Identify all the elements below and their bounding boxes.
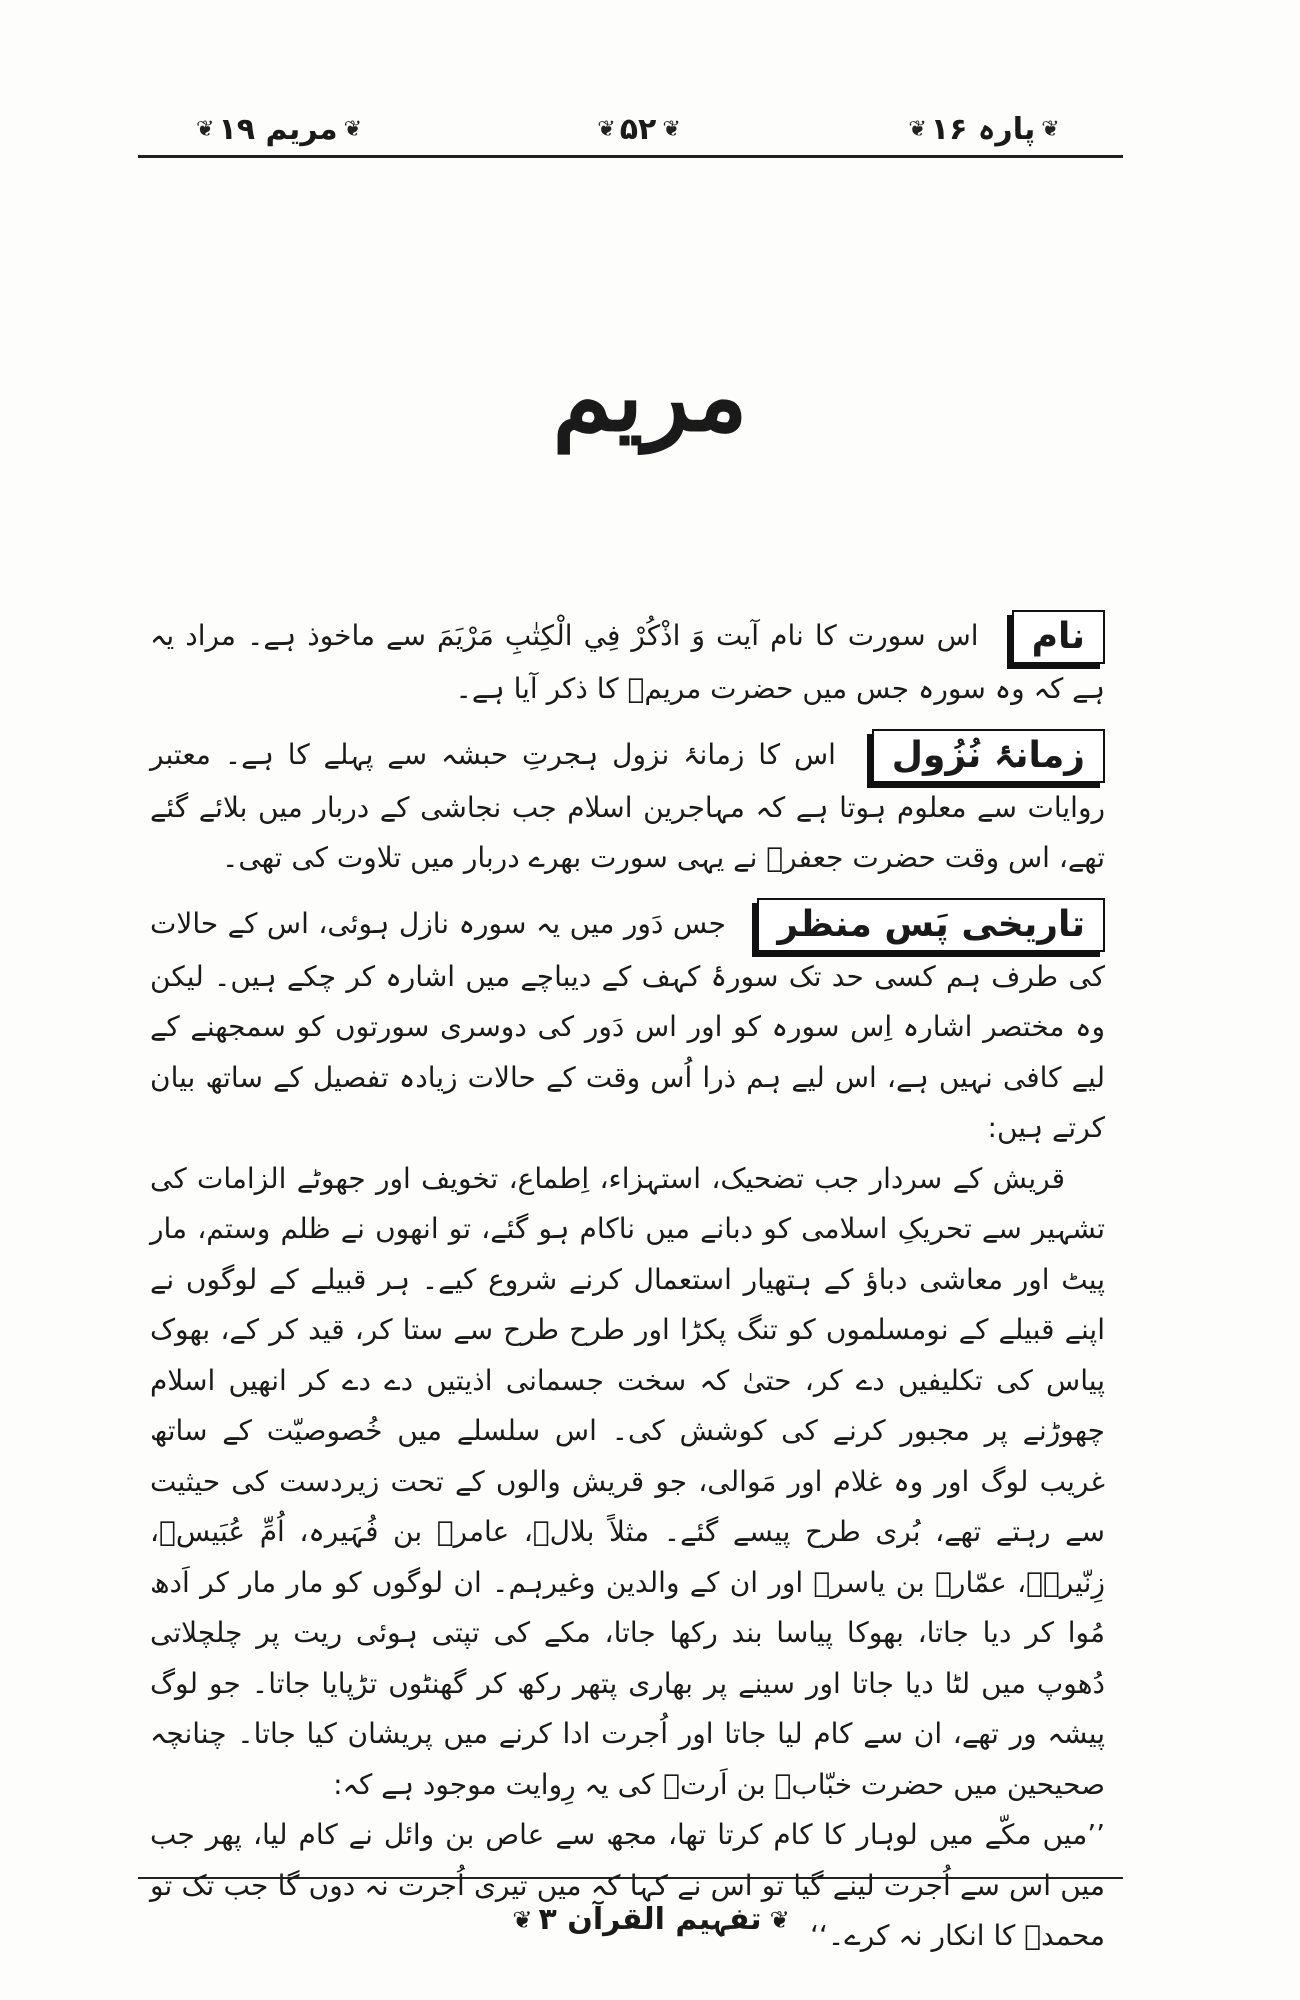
page-header bbox=[138, 95, 1123, 165]
footer-divider bbox=[138, 1877, 1123, 1879]
section-revelation-period bbox=[150, 729, 1105, 884]
para-number: پارہ ۱۶ bbox=[930, 111, 1036, 147]
flourish-icon: ❦ bbox=[597, 116, 614, 142]
page-number: ۵۲ bbox=[619, 111, 657, 147]
surah-number: مریم ۱۹ bbox=[218, 111, 338, 147]
body-paragraph: قریش کے سردار جب تضحیک، استہزاء، اِطماع، تخویف اور جھوٹے الزامات کی تشہیر سے تحریکِ اسلامی کو دبانے میں ناکام ہو گئے، تو انھوں نے ظلم وستم، مار پیٹ اور معاشی دباؤ کے ہتھیار استعمال کرنے شروع کیے۔ ہر قبیلے کے لوگوں نے اپنے قبیلے کے نومسلموں کو تنگ پکڑا اور طرح طرح سے ستا کر، قید کر کے، بھوک پیاس کی تکلیفیں دے کر، حتیٰ کہ سخت جسمانی اذیتیں دے دے کر انھیں اسلام چھوڑنے پر مجبور کرنے کی کوشش کی۔ اس سلسلے میں خُصوصیّت کے ساتھ غریب لوگ اور وہ غلام اور مَوالی، جو قریش والوں کے تحت زیردست کی حیثیت سے رہتے تھے، بُری طرح پیسے گئے۔ مثلاً بلالؓ، عامرؓ بن فُہَیرہ، اُمِّ عُبَیسؓ، زِنّیرۃؓ، عمّارؓ بن یاسرؓ اور ان کے والدین وغیرہم۔ ان لوگوں کو مار مار کر اَدھ مُوا کر دیا جاتا، بھوکا پیاسا بند رکھا جاتا، مکے کی تپتی ہوئی ریت پر چلچلاتی دُھوپ میں لٹا دیا جاتا اور سینے پر بھاری پتھر رکھ کر گھنٹوں تڑپایا جاتا۔ جو لوگ پیشہ ور تھے، ان سے کام لیا جاتا اور اُجرت ادا کرنے میں پریشان کیا جاتا۔ چنانچہ صحیحین میں حضرت خبّابؓ بن اَرتؓ کی یہ رِوایت موجود ہے کہ: bbox=[150, 1161, 1105, 1801]
surah-title: مریم bbox=[552, 340, 748, 453]
flourish-icon: ❦ bbox=[769, 1905, 788, 1934]
surah-number-ornament bbox=[138, 109, 418, 149]
hadith-quote: ’’میں مکّے میں لوہار کا کام کرتا تھا، مجھ سے عاص بن وائل نے کام لیا، پھر جب میں اس سے اُجرت لینے گیا تو اس نے کہا کہ میں تیری اُجرت نہ دوں گا جب تک تو محمدؐ کا انکار نہ کرے۔‘‘ bbox=[150, 1818, 1105, 1952]
section-text: اس کا زمانۂ نزول ہجرتِ حبشہ سے پہلے کا ہے۔ معتبر روایات سے معلوم ہوتا ہے کہ مہاجرین اسلام جب نجاشی کے دربار میں بلائے گئے تھے، اس وقت حضرت جعفرؓ نے یہی سورت بھرے دربار میں تلاوت کی تھی۔ bbox=[150, 737, 1105, 874]
section-text: اس سورت کا نام آیت وَ اذْکُرْ فِي الْکِتٰبِ مَرْیَمَ سے ماخوذ ہے۔ مراد یہ ہے کہ وہ سورہ جس میں حضرت مریمؑ کا ذکر آیا ہے۔ bbox=[150, 619, 1105, 705]
section-label: نام bbox=[1012, 610, 1105, 664]
book-title: تفہیم القرآن ۳ bbox=[538, 1902, 762, 1937]
page-number-ornament bbox=[533, 109, 743, 149]
section-label: زمانۂ نُزُول bbox=[872, 729, 1105, 783]
section-text: جس دَور میں یہ سورہ نازل ہوئی، اس کے حالات کی طرف ہم کسی حد تک سورۂ کہف کے دیباچے میں اشارہ کر چکے ہیں۔ لیکن وہ مختصر اشارہ اِس سورہ کو اور اس دَور کی دوسری سورتوں کو سمجھنے کے لیے کافی نہیں ہے، اس لیے ہم ذرا اُس وقت کے حالات زیادہ تفصیل کے ساتھ بیان کرتے ہیں: bbox=[150, 906, 1105, 1144]
section-historical-background bbox=[150, 898, 1105, 1154]
main-content bbox=[150, 610, 1105, 1962]
flourish-icon: ❦ bbox=[196, 116, 213, 142]
header-divider bbox=[138, 155, 1123, 158]
para-number-ornament bbox=[853, 109, 1113, 149]
page-footer bbox=[0, 1902, 1300, 1937]
section-label: تاریخی پَس منظر bbox=[757, 898, 1105, 952]
flourish-icon: ❦ bbox=[662, 116, 679, 142]
flourish-icon: ❦ bbox=[512, 1905, 531, 1934]
flourish-icon: ❦ bbox=[908, 116, 925, 142]
flourish-icon: ❦ bbox=[343, 116, 360, 142]
flourish-icon: ❦ bbox=[1041, 116, 1058, 142]
section-name bbox=[150, 610, 1105, 715]
